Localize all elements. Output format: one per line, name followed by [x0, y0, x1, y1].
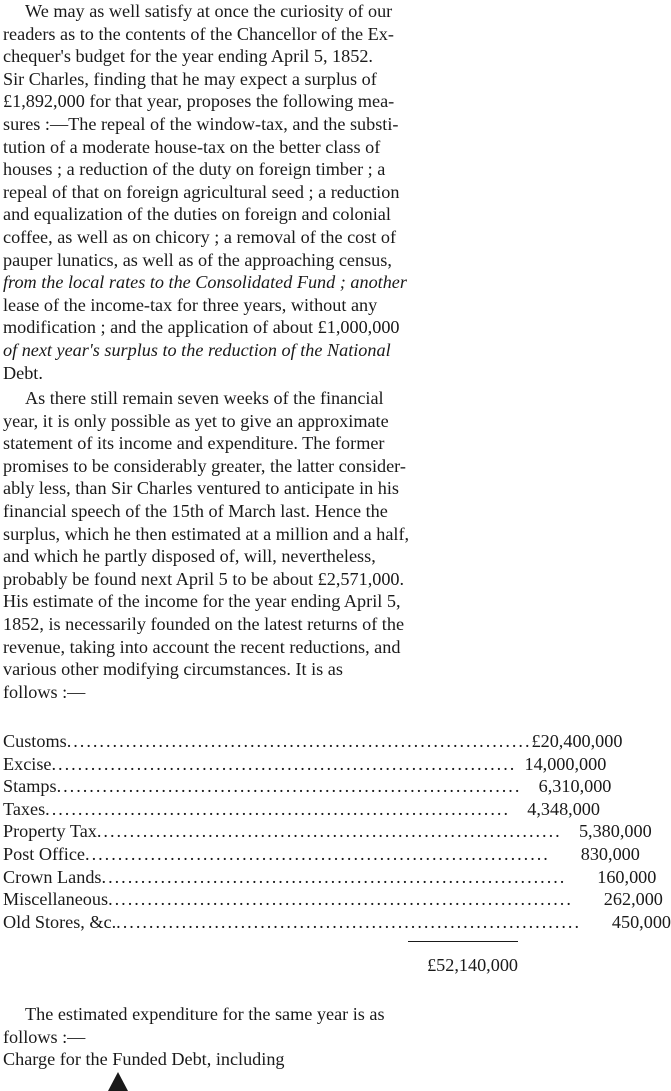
row-label: Excise [3, 753, 52, 774]
text-line: As there still remain seven weeks of the financial [25, 388, 384, 408]
text-line: repeal of that on foreign agricultural seed ; a reduction [3, 181, 400, 202]
text-line: probably be found next April 5 to be about £2,571,000. [3, 568, 405, 589]
row-amount: 14,000,000 [524, 753, 607, 774]
leader-dots: ....................................................................... [96, 821, 562, 842]
paragraph-income-estimate [3, 387, 516, 703]
text-line: readers as to the contents of the Chancellor of the Ex- [3, 23, 394, 44]
sum-rule [408, 941, 518, 942]
row-amount: 262,000 [603, 889, 663, 910]
text-line: follows :— [3, 1026, 86, 1047]
text-line: sures :—The repeal of the window-tax, and the substi- [3, 113, 399, 134]
leader-dots: ....................................................................... [45, 798, 510, 819]
row-label: Customs [3, 731, 67, 751]
row-amount: 5,380,000 [578, 821, 652, 842]
ink-mark [108, 1072, 128, 1091]
income-table [3, 730, 671, 933]
text-line: We may as well satisfy at once the curiosity of our [25, 1, 393, 21]
row-amount: 830,000 [580, 843, 640, 864]
text-line: statement of its income and expenditure. The former [3, 433, 385, 454]
row-amount: 4,348,000 [527, 798, 600, 819]
leader-dots: ....................................................................... [116, 911, 581, 932]
leader-dots: ....................................................................... [101, 866, 567, 887]
text-line: revenue, taking into account the recent reductions, and [3, 636, 401, 657]
text-line: modification ; and the application of about £1,000,000 [3, 317, 400, 338]
text-line: from the local rates to the Consolidated Fund ; another [3, 272, 407, 293]
row-amount: 160,000 [597, 866, 657, 887]
table-row [3, 730, 623, 753]
text-line: 1852, is necessarily founded on the latest returns of the [3, 613, 405, 634]
row-label: Property Tax [3, 821, 97, 842]
text-line: tution of a moderate house-tax on the better class of [3, 136, 381, 157]
text-line: financial speech of the 15th of March last. Hence the [3, 500, 388, 521]
table-row [3, 798, 600, 821]
text-line: follows :— [3, 681, 86, 702]
text-line: year, it is only possible as yet to give an approximate [3, 410, 389, 431]
text-line: ably less, than Sir Charles ventured to anticipate in his [3, 478, 399, 499]
leader-dots: ....................................................................... [56, 776, 522, 797]
table-row [3, 753, 607, 776]
paragraph-expenditure [3, 1003, 516, 1071]
income-total: £52,140,000 [427, 955, 518, 975]
text-line: pauper lunatics, as well as of the approaching census, [3, 249, 392, 270]
text-line: Sir Charles, finding that he may expect a surplus of [3, 68, 377, 89]
text-line: of next year's surplus to the reduction of the National [3, 339, 391, 360]
leader-dots: ....................................................................... [108, 889, 573, 910]
text-line: £1,892,000 for that year, proposes the following mea- [3, 91, 395, 112]
text-line: surplus, which he then estimated at a million and a half, [3, 523, 410, 544]
text-line: houses ; a reduction of the duty on foreign timber ; a [3, 159, 386, 180]
row-label: Miscellaneous [3, 889, 109, 910]
table-row [3, 911, 671, 934]
text-line: and equalization of the duties on foreign and colonial [3, 204, 391, 225]
text-line: Charge for the Funded Debt, including [3, 1049, 285, 1070]
text-line: coffee, as well as on chicory ; a removal of the cost of [3, 226, 397, 247]
row-label: Old Stores, &c. [3, 911, 117, 932]
row-label: Taxes [3, 798, 46, 819]
row-label: Crown Lands [3, 866, 102, 887]
text-line: and which he partly disposed of, will, nevertheless, [3, 546, 376, 567]
table-row [3, 820, 652, 843]
row-amount: £20,400,000 [531, 731, 623, 751]
table-row [3, 843, 640, 866]
row-label: Post Office [3, 843, 86, 864]
text-line: His estimate of the income for the year ending April 5, [3, 591, 401, 612]
text-line: Debt. [3, 362, 43, 383]
row-label: Stamps [3, 776, 57, 797]
paragraph-budget-intro [3, 0, 516, 384]
table-row [3, 888, 663, 911]
leader-dots: ....................................................................... [66, 731, 532, 751]
text-line: The estimated expenditure for the same year is as [25, 1004, 385, 1024]
text-line: chequer's budget for the year ending April 5, 1852. [3, 46, 373, 67]
table-row [3, 775, 612, 798]
leader-dots: ....................................................................... [85, 843, 550, 864]
leader-dots: ....................................................................... [51, 753, 517, 774]
text-line: lease of the income-tax for three years, without any [3, 294, 378, 315]
text-line: various other modifying circumstances. It is as [3, 659, 343, 680]
row-amount: 450,000 [611, 911, 671, 932]
table-row [3, 866, 657, 889]
text-line: promises to be considerably greater, the latter consider- [3, 455, 406, 476]
row-amount: 6,310,000 [538, 776, 612, 797]
